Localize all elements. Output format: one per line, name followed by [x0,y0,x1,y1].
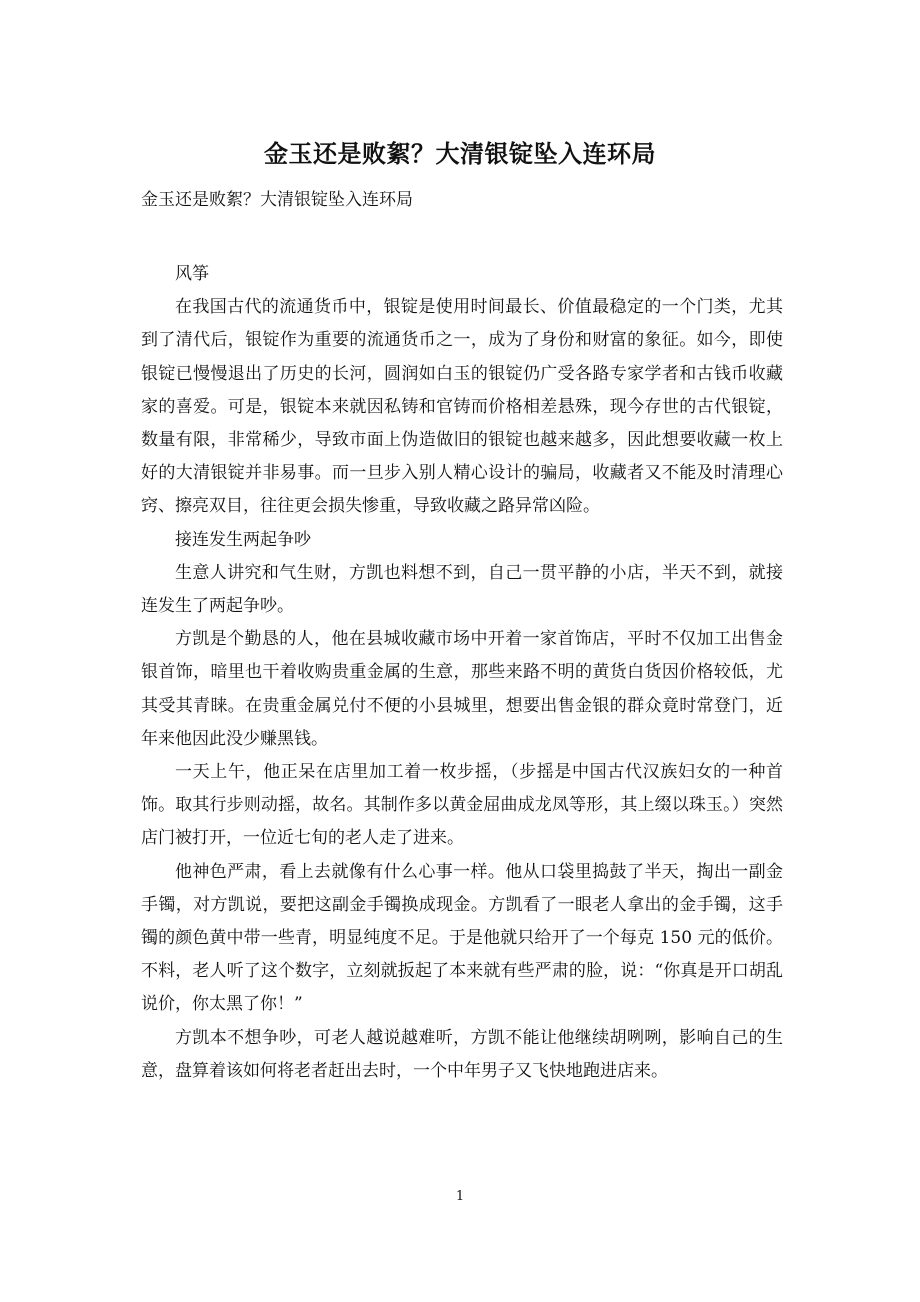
paragraph: 方凯本不想争吵，可老人越说越难听，方凯不能让他继续胡咧咧，影响自己的生意，盘算着该如何将老者赶出去时，一个中年男子又飞快地跑进店来。 [141,1027,783,1081]
paragraph: 方凯是个勤恳的人，他在县城收藏市场中开着一家首饰店，平时不仅加工出售金银首饰，暗里也干着收购贵重金属的生意，那些来路不明的黄货白货因价格较低，尤其受其青睐。在贵重金属兑付不便的小县城里，想要出售金银的群众竟时常登门，近年来他因此没少赚黑钱。 [141,629,783,749]
paragraph: 在我国古代的流通货币中，银锭是使用时间最长、价值最稳定的一个门类，尤其到了清代后，银锭作为重要的流通货币之一，成为了身份和财富的象征。如今，即使银锭已慢慢退出了历史的长河，圆润如白玉的银锭仍广受各路专家学者和古钱币收藏家的喜爱。可是，银锭本来就因私铸和官铸而价格相差悬殊，现今存世的古代银锭，数量有限，非常稀少，导致市面上伪造做旧的银锭也越来越多，因此想要收藏一枚上好的大清银锭并非易事。而一旦步入别人精心设计的骗局，收藏者又不能及时清理心窍、擦亮双目，往往更会损失惨重，导致收藏之路异常凶险。 [141,297,783,517]
author-line: 风筝 [175,264,209,284]
paragraph: 一天上午，他正呆在店里加工着一枚步摇，（步摇是中国古代汉族妇女的一种首饰。取其行步则动摇，故名。其制作多以黄金屈曲成龙凤等形，其上缀以珠玉。）突然店门被打开，一位近七旬的老人走了进来。 [141,762,783,849]
paragraph: 他神色严肃，看上去就像有什么心事一样。他从口袋里捣鼓了半天，掏出一副金手镯，对方凯说，要把这副金手镯换成现金。方凯看了一眼老人拿出的金手镯，这手镯的颜色黄中带一些青，明显纯度不足。于是他就只给开了一个每克 150 元的低价。不料，老人听了这个数字，立刻就扳起了本来就有些严肃的脸，说：“你真是开口胡乱说价，你太黑了你！” [141,861,783,1015]
page-number: 1 [455,1189,465,1204]
document-body [141,258,783,1088]
document-subtitle: 金玉还是败絮？大清银锭坠入连环局 [141,190,413,210]
paragraph: 生意人讲究和气生财，方凯也料想不到，自己一贯平静的小店，半天不到，就接连发生了两起争吵。 [141,562,783,617]
document-title: 金玉还是败絮？大清银锭坠入连环局 [264,139,656,168]
section-heading: 接连发生两起争吵 [175,529,311,550]
